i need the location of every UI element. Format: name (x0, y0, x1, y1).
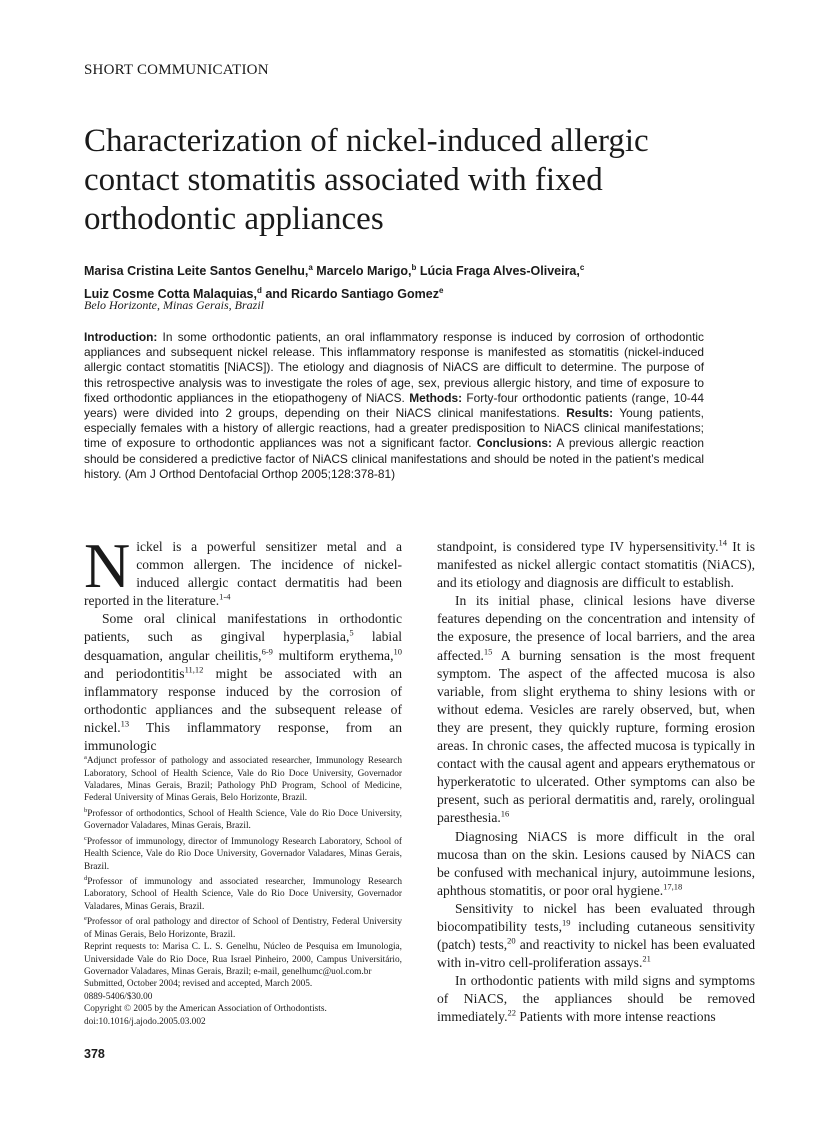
drop-cap: N (84, 530, 131, 601)
paragraph-text: ickel is a powerful sensitizer metal and a common allergen. The incidence of nickel-induced allergic contact dermatitis had been reported in the literature. (84, 539, 402, 609)
footnote-mark: d (84, 874, 88, 882)
copyright-notice: Copyright © 2005 by the American Association of Orthodontists. (84, 1004, 327, 1015)
paragraph-text: and periodontitis (84, 665, 185, 681)
citation-ref[interactable]: 15 (483, 646, 493, 657)
author-affiliation-mark: c (579, 263, 585, 272)
author-name: Luiz Cosme Cotta Malaquias, (84, 287, 257, 302)
section-label: SHORT COMMUNICATION (84, 62, 269, 78)
title-line-1: Characterization of nickel-induced allergic (84, 123, 649, 159)
citation-ref[interactable]: 11,12 (184, 664, 204, 675)
body-paragraph (84, 610, 402, 755)
abstract (84, 330, 704, 482)
author-affiliation-mark: d (256, 286, 262, 296)
paragraph-text: labial desquamation, angular cheilitis, (84, 629, 403, 663)
submission-dates: Submitted, October 2004; revised and accepted, March 2005. (84, 979, 313, 990)
paragraph-text: Sensitivity to nickel has been evaluated through biocompatibility tests, (437, 900, 755, 934)
citation-ref[interactable]: 16 (500, 808, 510, 819)
abstract-conclusions-label: Conclusions: (476, 436, 552, 451)
author-affiliation-mark: b (411, 263, 417, 272)
paragraph-text: and reactivity to nickel has been evaluated with in-vitro cell-proliferation assays. (437, 937, 755, 971)
body-paragraph (437, 900, 755, 972)
footnote (84, 833, 402, 873)
paragraph-text: Some oral clinical manifestations in orthodontic patients, such as gingival hyperplasia, (84, 611, 402, 645)
footnote-text: Professor of immunology and associated researcher, Immunology Research Laboratory, School of Health Science, Vale do Rio Doce University, Governador Valadares, Minas Gerais, Brazil. (84, 877, 402, 912)
paragraph-text: multiform erythema, (272, 647, 394, 663)
paragraph-text: including cutaneous sensitivity (patch) tests, (437, 918, 755, 953)
footnote-text: Professor of immunology, director of Immunology Research Laboratory, School of Health Science, Vale do Rio Doce University, Governador Valadares, Minas Gerais, Brazil. (84, 836, 402, 872)
abstract-intro-label: Introduction: (84, 330, 158, 344)
author-affiliation-mark: a (308, 263, 313, 272)
footnote-mark: c (84, 834, 87, 842)
author-affiliation-mark: e (438, 286, 444, 296)
footnote-text: Professor of orthodontics, School of Health Science, Vale do Rio Doce University, Governador Valadares, Minas Gerais, Brazil. (84, 808, 402, 832)
citation-ref[interactable]: 14 (718, 537, 727, 548)
article-title (84, 122, 764, 239)
title-line-2: contact stomatitis associated with fixed (84, 162, 603, 198)
body-paragraph (437, 592, 755, 827)
doi[interactable]: doi:10.1016/j.ajodo.2005.03.002 (84, 1016, 206, 1027)
citation-ref[interactable]: 13 (120, 718, 130, 729)
author-name: and Ricardo Santiago Gomez (261, 287, 439, 302)
citation-ref[interactable]: 10 (393, 646, 402, 657)
paragraph-text: It is manifested as nickel allergic contact stomatitis (NiACS), and its etiology and diagnosis are difficult to establish. (437, 539, 755, 591)
footnote (84, 873, 402, 913)
paragraph-text: A burning sensation is the most frequent symptom. The aspect of the affected mucosa is also variable, from slight erythema to shiny lesions with or without edema. Vesicles are rarely observed, but, when they are present, they quickly rupture, forming erosion areas. In chronic cases, the affected mucosa is typically in contact with the causal agent and appears erythematous or hyperkeratotic to ulcerated. Other symptoms can also be present, such as perioral dermatitis and, rarely, orolingual paresthesia. (437, 647, 755, 826)
body-paragraph (437, 538, 755, 592)
author-name: Marisa Cristina Leite Santos Genelhu, (84, 264, 309, 279)
paragraph-text: Diagnosing NiACS is more difficult in the oral mucosa than on the skin. Lesions caused by NiACS can be confused with mechanical injury, autoimmune lesions, aphthous stomatitis, or poor oral hygiene. (437, 828, 755, 898)
body-paragraph (437, 972, 755, 1026)
paragraph-text: In its initial phase, clinical lesions have diverse features depending on the concentration and intensity of the exposure, the presence of local barriers, and the area affected. (437, 593, 755, 663)
body-column-left (84, 530, 403, 755)
citation-ref[interactable]: 21 (642, 953, 651, 964)
citation-ref[interactable]: 19 (562, 917, 571, 928)
abstract-conclusions-text: A previous allergic reaction should be considered a predictive factor of NiACS clinical manifestations and should be noted in the patient’s medical history. (Am J Orthod Dentofacial Orthop 2005;128:378-81) (84, 436, 704, 481)
citation-ref[interactable]: 1-4 (219, 591, 231, 602)
body-paragraph (84, 530, 402, 610)
footnote-mark: e (84, 915, 87, 923)
footnote-mark: b (84, 806, 88, 814)
page-number: 378 (84, 1047, 105, 1061)
citation-ref[interactable]: 20 (507, 935, 516, 946)
author-name: Marcelo Marigo, (312, 264, 412, 279)
citation-ref[interactable]: 22 (507, 1007, 516, 1018)
abstract-results-text: Young patients, especially females with a history of allergic reactions, had a greater predisposition to NiACS clinical manifestations; time of exposure to orthodontic appliances was not a significant factor. (84, 406, 704, 451)
paragraph-text: In orthodontic patients with mild signs and symptoms of NiACS, the appliances should be removed immediately. (437, 973, 755, 1025)
footnote-text: Professor of oral pathology and director of School of Dentistry, Federal University of Minas Gerais, Belo Horizonte, Brazil. (84, 917, 402, 940)
paragraph-text: standpoint, is considered type IV hypersensitivity. (437, 539, 719, 554)
footnote-mark: a (84, 754, 87, 761)
paragraph-text: might be associated with an inflammatory response induced by the corrosion of orthodontic appliances and the subsequent release of nickel. (84, 665, 403, 735)
footnote-text: Adjunct professor of pathology and associated researcher, Immunology Research Laboratory, School of Health Science, Vale do Rio Doce University, Governador Valadares, Minas Gerais, Brazil; Pathology PhD Program, School of Medicine, Federal University of Minas Gerais, Belo Horizonte, Brazil. (84, 756, 402, 804)
author-location: Belo Horizonte, Minas Gerais, Brazil (84, 298, 264, 312)
issn-price: 0889-5406/$30.00 (84, 991, 153, 1002)
body-column-right (437, 538, 755, 1027)
abstract-intro-text: In some orthodontic patients, an oral inflammatory response is induced by corrosion of orthodontic appliances and subsequent nickel release. This inflammatory response is manifested as stomatitis (nickel-induced allergic contact stomatitis [NiACS]). The etiology and diagnosis of NiACS are difficult to determine. The purpose of this retrospective analysis was to investigate the roles of age, sex, previous allergic history, and time of exposure to fixed orthodontic appliances in the etiopathogeny of NiACS. (84, 330, 704, 405)
body-paragraph (437, 828, 755, 900)
footnote (84, 913, 402, 941)
reprint-requests: Reprint requests to: Marisa C. L. S. Genelhu, Núcleo de Pesquisa em Imunologia, Universidade Vale do Rio Doce, Rua Israel Pinheiro, 2000, Campus Universitário, Governador Valadares, Minas Gerais, Brazil; e-mail, genelhumc@uol.com.br (84, 942, 402, 977)
abstract-methods-label: Methods: (409, 390, 463, 405)
title-line-3: orthodontic appliances (84, 201, 384, 237)
footnote (84, 752, 402, 805)
paragraph-text: This inflammatory response, from an immunologic (84, 719, 402, 754)
abstract-results-label: Results: (566, 406, 614, 421)
footnote (84, 805, 402, 833)
abstract-methods-text: Forty-four orthodontic patients (range, 10-44 years) were divided into 2 groups, depending on their NiACS clinical manifestations. (84, 390, 704, 421)
author-name: Lúcia Fraga Alves-Oliveira, (416, 264, 580, 279)
citation-ref[interactable]: 5 (349, 627, 354, 638)
citation-ref[interactable]: 6-9 (261, 646, 273, 657)
footnotes (84, 752, 402, 1028)
paragraph-text: Patients with more intense reactions (515, 1009, 716, 1025)
citation-ref[interactable]: 17,18 (663, 881, 683, 892)
